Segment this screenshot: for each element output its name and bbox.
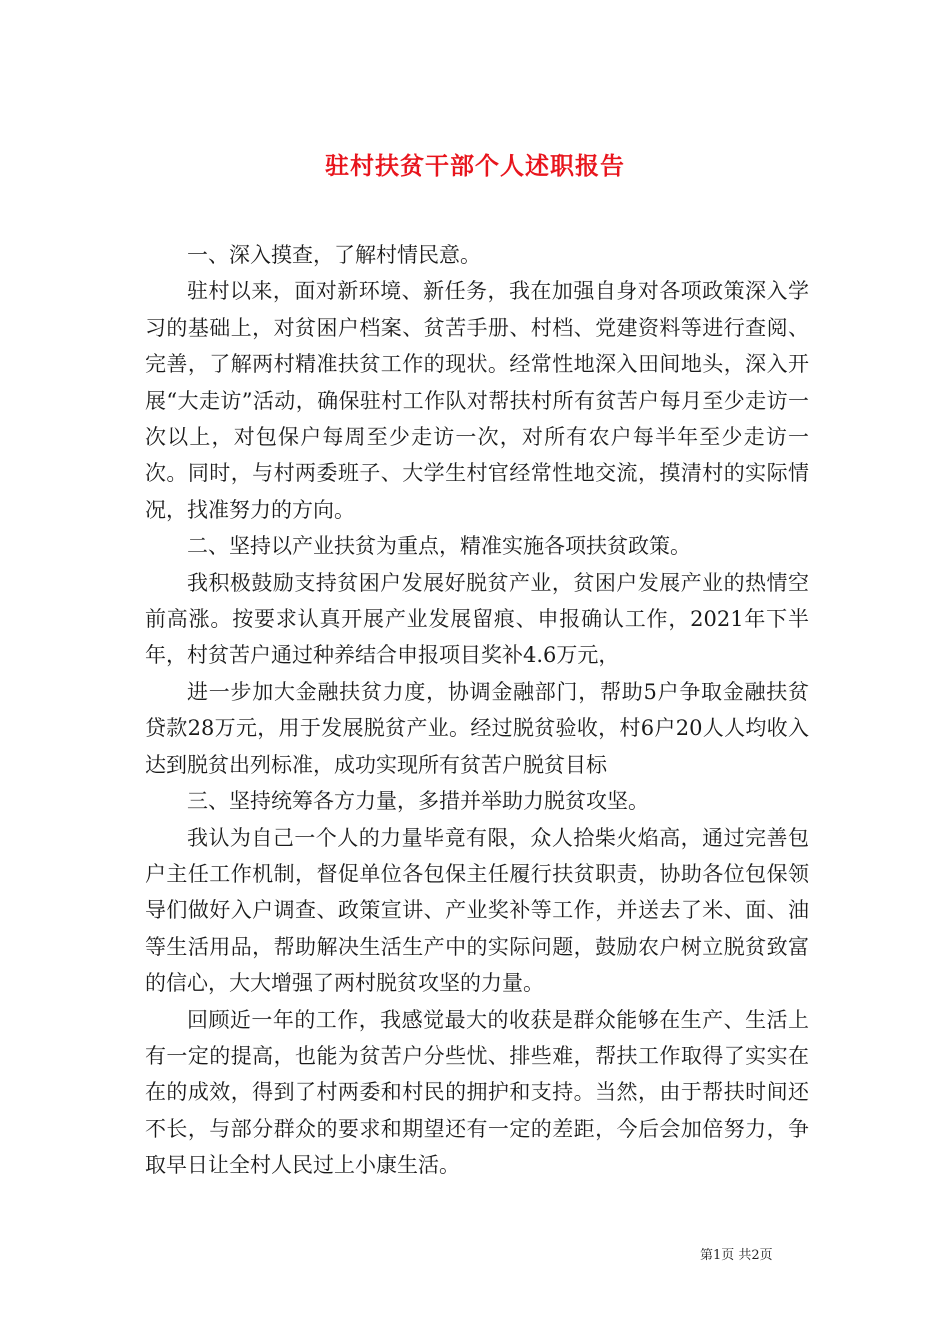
paragraph-conclusion: 回顾近一年的工作，我感觉最大的收获是群众能够在生产、生活上有一定的提高，也能为贫苦户分些忧、排些难，帮扶工作取得了实实在在的成效，得到了村两委和村民的拥护和支持。当然，由于帮扶时间还不长，与部分群众的要求和期望还有一定的差距，今后会加倍努力，争取早日让全村人民过上小康生活。: [145, 1007, 809, 1178]
paragraph-section-3-heading: 三、坚持统筹各方力量，多措并举助力脱贫攻坚。: [187, 789, 649, 814]
document-title: 驻村扶贫干部个人述职报告: [325, 151, 625, 181]
paragraph-section-2-body-1: 我积极鼓励支持贫困户发展好脱贫产业，贫困户发展产业的热情空前高涨。按要求认真开展产业发展留痕、申报确认工作，2021年下半年，村贫苦户通过种养结合申报项目奖补4.6万元，: [145, 570, 809, 668]
paragraph-section-3-body: 我认为自己一个人的力量毕竟有限，众人拾柴火焰高，通过完善包户主任工作机制，督促单位各包保主任履行扶贫职责，协助各位包保领导们做好入户调查、政策宣讲、产业奖补等工作，并送去了米、面、油等生活用品，帮助解决生活生产中的实际问题，鼓励农户树立脱贫致富的信心，大大增强了两村脱贫攻坚的力量。: [145, 825, 809, 996]
paragraph-section-1-body: 驻村以来，面对新环境、新任务，我在加强自身对各项政策深入学习的基础上，对贫困户档案、贫苦手册、村档、党建资料等进行查阅、完善，了解两村精准扶贫工作的现状。经常性地深入田间地头，深入开展“大走访”活动，确保驻村工作队对帮扶村所有贫苦户每月至少走访一次以上，对包保户每周至少走访一次，对所有农户每半年至少走访一次。同时，与村两委班子、大学生村官经常性地交流，摸清村的实际情况，找准努力的方向。: [145, 279, 809, 522]
page-number-footer: 第1页 共2页: [700, 1248, 773, 1263]
paragraph-section-1-heading: 一、深入摸查，了解村情民意。: [187, 243, 481, 267]
document-body: [145, 237, 809, 1184]
paragraph-section-2-heading: 二、坚持以产业扶贫为重点，精准实施各项扶贫政策。: [187, 534, 691, 559]
paragraph-section-2-body-2: 进一步加大金融扶贫力度，协调金融部门，帮助5户争取金融扶贫贷款28万元，用于发展脱贫产业。经过脱贫验收，村6户20人人均收入达到脱贫出列标准，成功实现所有贫苦户脱贫目标: [145, 679, 809, 777]
